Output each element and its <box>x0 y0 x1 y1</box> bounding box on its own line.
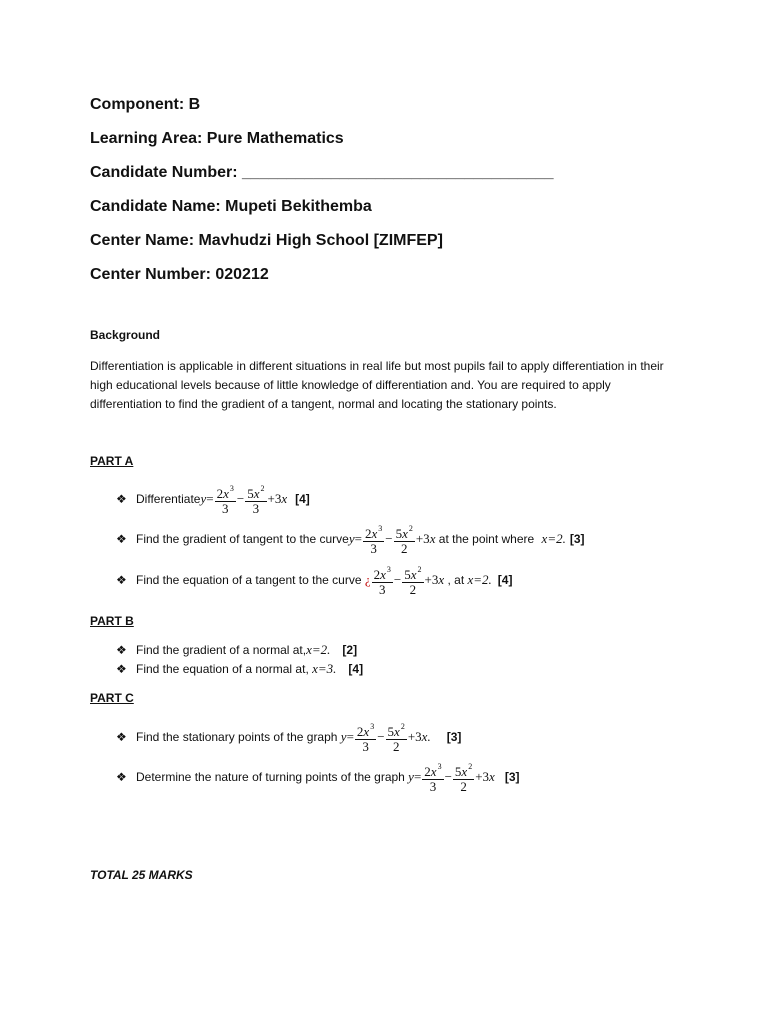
condition: x=2. <box>467 572 492 587</box>
error-glyph: ¿ <box>364 572 371 587</box>
condition: x=2. <box>306 642 331 657</box>
total-marks: TOTAL 25 MARKS <box>90 868 193 882</box>
candidate-name-line: Candidate Name: Mupeti Bekithemba <box>90 198 372 215</box>
item-text: Find the gradient of a normal at, <box>136 643 307 657</box>
item-suffix: , at <box>444 573 468 587</box>
item-suffix: at the point where <box>435 532 538 546</box>
diamond-bullet-icon: ❖ <box>116 532 127 546</box>
marks: [4] <box>497 573 513 587</box>
item-text: Find the gradient of tangent to the curve <box>136 532 349 546</box>
marks: [4] <box>348 662 364 676</box>
part-c-item-1: ❖ Find the stationary points of the graph y = $\frac{2x^3}{3}$ − $\frac{5x^2}{2}$ +3 x. [3] <box>116 722 462 754</box>
diamond-bullet-icon: ❖ <box>116 770 127 784</box>
part-a-item-2: ❖ Find the gradient of tangent to the curve y = $\frac{2x^3}{3}$ − $\frac{5x^2}{2}$ +3 x at the point where x=2. [3] <box>116 524 585 556</box>
diamond-bullet-icon: ❖ <box>116 573 127 587</box>
part-a-item-1: ❖ Differentiate y = $\frac{2x^3}{3}$ − $\frac{5x^2}{3}$ +3 x [4] <box>116 484 310 516</box>
item-text: Find the stationary points of the graph <box>136 730 341 744</box>
part-a-item-3: ❖ Find the equation of a tangent to the curve ¿ $\frac{2x^3}{3}$ − $\frac{5x^2}{2}$ +3 x , at x=2. [4] <box>116 565 513 597</box>
component-line: Component: B <box>90 96 201 113</box>
marks: [3] <box>569 532 585 546</box>
background-heading: Background <box>90 328 161 342</box>
item-text: Find the equation of a normal at, <box>136 662 313 676</box>
item-text: Determine the nature of turning points of the graph <box>136 770 409 784</box>
part-b-item-2 <box>116 661 363 677</box>
marks: [4] <box>295 492 310 506</box>
diamond-bullet-icon: ❖ <box>116 492 127 506</box>
diamond-bullet-icon: ❖ <box>116 662 127 676</box>
condition: x=3. <box>312 661 337 676</box>
condition: x=2. <box>541 531 566 546</box>
diamond-bullet-icon: ❖ <box>116 730 127 744</box>
part-c-heading: PART C <box>90 691 134 705</box>
marks: [3] <box>504 770 520 784</box>
background-text: Differentiation is applicable in different situations in real life but most pupils fail to apply differentiation in their high educational levels because of little knowledge of differentiation and. You are required to apply differentiation to find the gradient of a tangent, normal and locating the stationary points. <box>90 359 664 411</box>
item-text: Differentiate <box>136 492 201 506</box>
marks: [3] <box>446 730 462 744</box>
center-number-line: Center Number: 020212 <box>90 266 269 283</box>
learning-area-line: Learning Area: Pure Mathematics <box>90 130 344 147</box>
candidate-number-line: Candidate Number: ___________________________________ <box>90 164 554 181</box>
part-a-heading: PART A <box>90 454 134 468</box>
part-b-heading: PART B <box>90 614 134 628</box>
item-text: Find the equation of a tangent to the curve <box>136 573 365 587</box>
diamond-bullet-icon: ❖ <box>116 643 127 657</box>
marks: [2] <box>342 643 358 657</box>
center-name-line: Center Name: Mavhudzi High School [ZIMFEP] <box>90 232 443 249</box>
part-b-item-1 <box>116 642 357 658</box>
part-c-item-2: ❖ Determine the nature of turning points of the graph y = $\frac{2x^3}{3}$ − $\frac{5x^2}{2}$ +3 x [3] <box>116 762 520 794</box>
